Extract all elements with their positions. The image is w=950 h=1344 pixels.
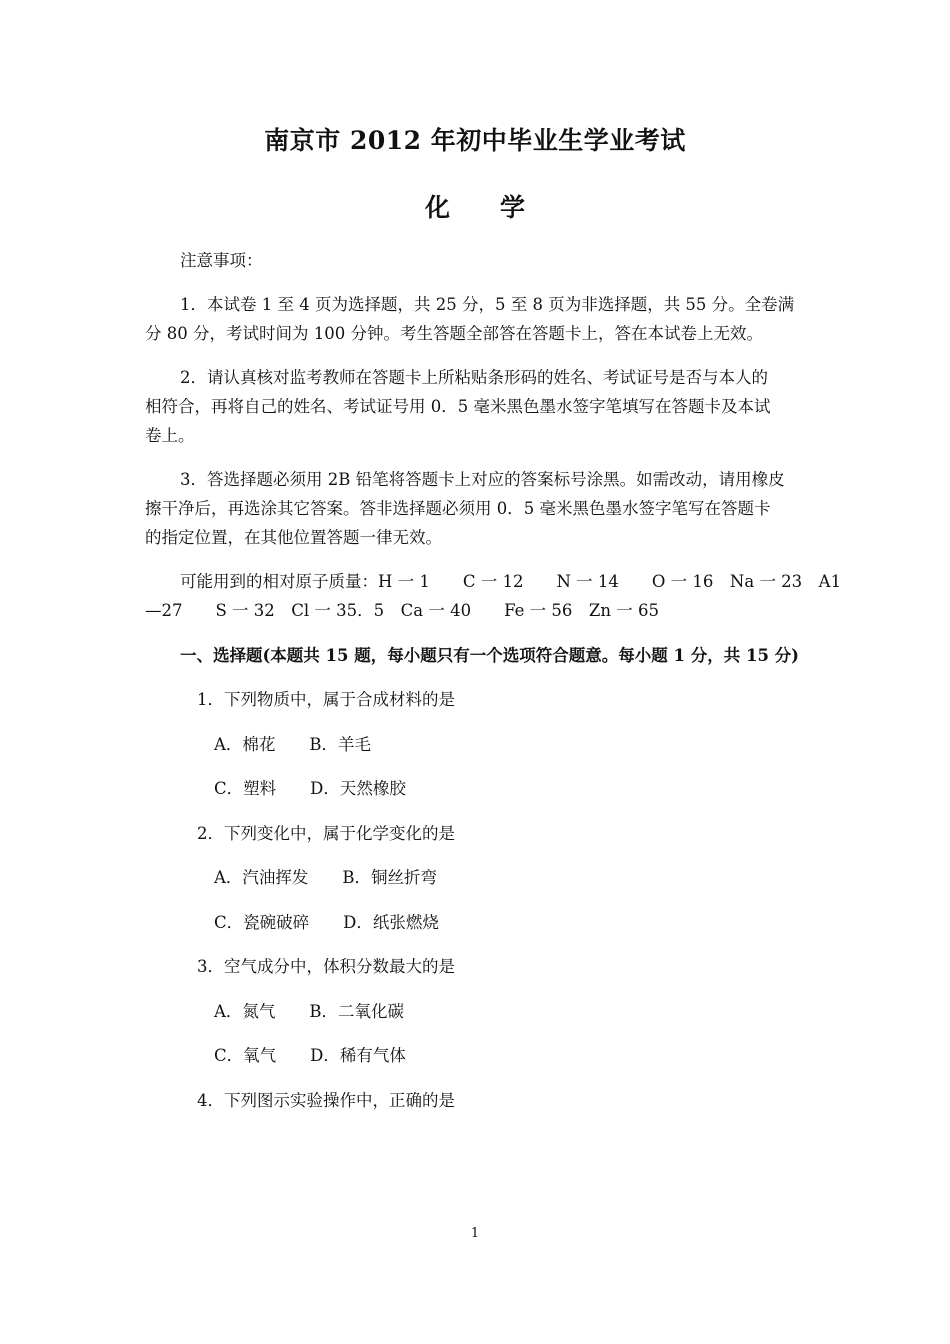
question-2-option-c: C．瓷碗破碎 [214, 913, 310, 932]
question-3-stem: 3．空气成分中，体积分数最大的是 [197, 957, 455, 976]
subject-char-2: 学 [500, 193, 526, 222]
question-2-options-ab [214, 867, 437, 889]
notice-heading: 注意事项： [180, 251, 263, 270]
question-2-option-b: B．铜丝折弯 [342, 868, 438, 887]
subject-char-1: 化 [424, 193, 450, 222]
page-number: 1 [470, 1226, 480, 1241]
question-1-options-cd [214, 778, 406, 800]
question-1-option-c: C．塑料 [214, 779, 277, 798]
notice-item1-line2: 分 80 分，考试时间为 100 分钟。考生答题全部答在答题卡上，答在本试卷上无效。 [145, 324, 763, 343]
question-2-option-a: A．汽油挥发 [214, 868, 309, 887]
question-1-option-d: D．天然橡胶 [310, 779, 406, 798]
exam-title: 南京市 2012 年初中毕业生学业考试 [264, 126, 686, 155]
atomic-mass-line1: 可能用到的相对原子质量：H 一 1 C 一 12 N 一 14 O 一 16 Na 一 23 A1 [180, 572, 842, 591]
notice-item3-line1: 3．答选择题必须用 2B 铅笔将答题卡上对应的答案标号涂黑。如需改动，请用橡皮 [180, 470, 785, 489]
notice-item2-line1: 2．请认真核对监考教师在答题卡上所粘贴条形码的姓名、考试证号是否与本人的 [180, 368, 768, 387]
question-3-option-d: D．稀有气体 [310, 1046, 406, 1065]
atomic-mass-line2: —27 S 一 32 Cl 一 35．5 Ca 一 40 Fe 一 56 Zn 一 65 [145, 601, 659, 620]
question-1-stem: 1．下列物质中，属于合成材料的是 [197, 690, 455, 709]
subject-title [0, 191, 950, 225]
notice-item3-line3: 的指定位置，在其他位置答题一律无效。 [145, 528, 442, 547]
notice-item2-line2: 相符合，再将自己的姓名、考试证号用 0．5 毫米黑色墨水签字笔填写在答题卡及本试 [145, 397, 771, 416]
question-2-option-d: D．纸张燃烧 [343, 913, 439, 932]
question-3-options-ab [214, 1001, 404, 1023]
question-2-stem: 2．下列变化中，属于化学变化的是 [197, 824, 455, 843]
question-2-options-cd [214, 912, 439, 934]
notice-item1-line1: 1．本试卷 1 至 4 页为选择题，共 25 分，5 至 8 页为非选择题，共 55 分。全卷满 [180, 295, 795, 314]
notice-item2-line3: 卷上。 [145, 426, 195, 445]
section1-heading: 一、选择题(本题共 15 题，每小题只有一个选项符合题意。每小题 1 分，共 15 分) [180, 646, 799, 665]
question-1-option-b: B．羊毛 [309, 735, 372, 754]
question-3-option-c: C．氧气 [214, 1046, 277, 1065]
question-1-option-a: A．棉花 [214, 735, 276, 754]
question-4-stem: 4．下列图示实验操作中，正确的是 [197, 1091, 455, 1110]
question-1-options-ab [214, 734, 371, 756]
question-3-option-a: A．氮气 [214, 1002, 276, 1021]
question-3-options-cd [214, 1045, 406, 1067]
question-3-option-b: B．二氧化碳 [309, 1002, 405, 1021]
notice-item3-line2: 擦干净后，再选涂其它答案。答非选择题必须用 0．5 毫米黑色墨水签字笔写在答题卡 [145, 499, 771, 518]
